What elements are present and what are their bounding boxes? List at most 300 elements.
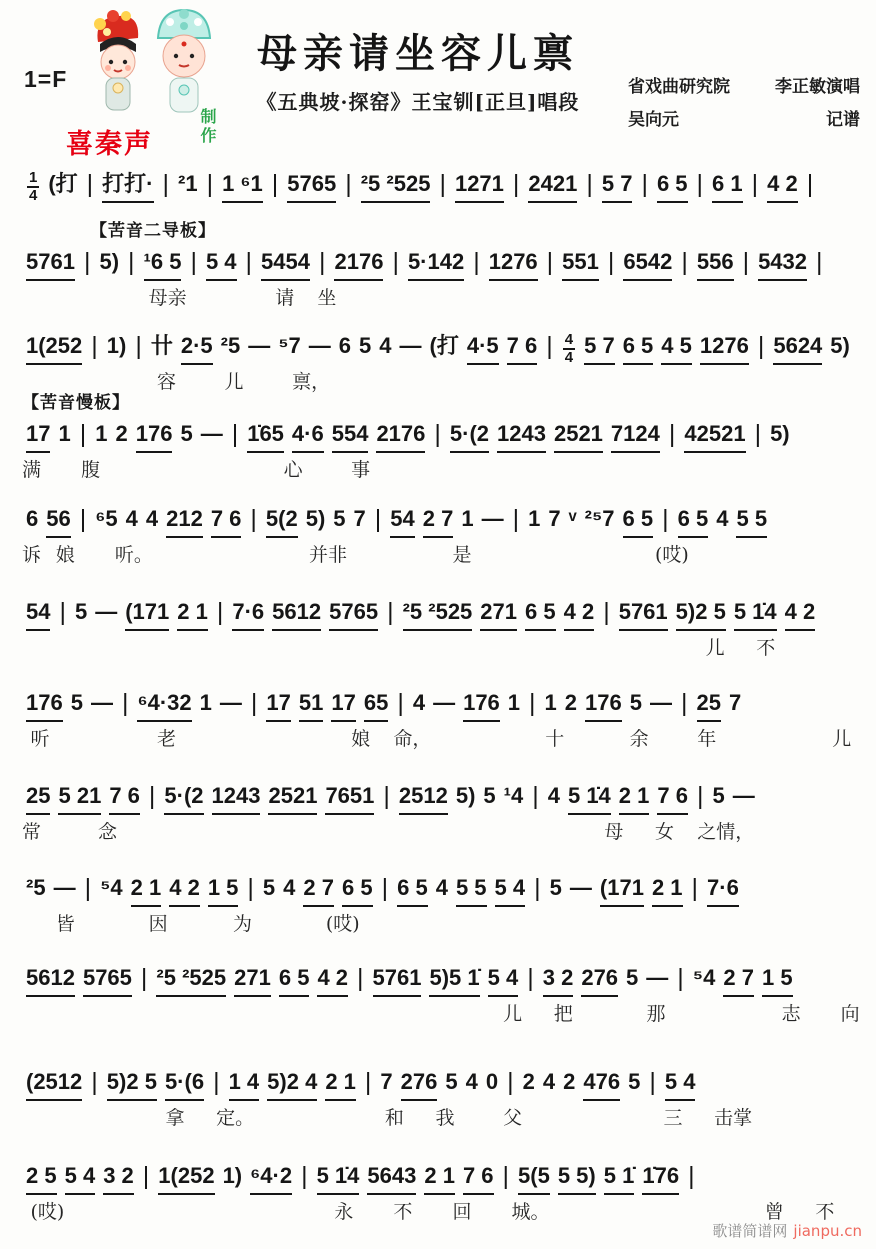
note-group: 2421	[528, 168, 577, 203]
note-group: 6 5	[397, 872, 428, 907]
lyrics-line	[22, 1103, 866, 1129]
lyric-syllable: 心	[283, 459, 303, 481]
note-group: 2·5	[181, 330, 213, 365]
note-group: 17	[331, 687, 355, 722]
note-group: 51	[299, 687, 323, 722]
lyric-syllable: 并非	[308, 544, 347, 566]
note-group: 4	[283, 875, 296, 900]
lyric-syllable: 请	[275, 287, 295, 309]
barline: |	[206, 170, 214, 198]
note-group: 5 7	[602, 168, 633, 203]
note-group: 556	[697, 246, 734, 281]
note-group: 2 1	[652, 872, 683, 907]
note-group: —	[481, 506, 504, 531]
note-group: 5·(6	[165, 1066, 204, 1101]
note-group: 2 5	[26, 1160, 57, 1195]
barline: |	[387, 598, 394, 626]
note-group: 1 4	[229, 1066, 260, 1101]
lyric-syllable: 和	[384, 1107, 404, 1129]
note-group: 7	[380, 1069, 393, 1094]
barline: |	[751, 170, 759, 198]
note-group: 4 2	[317, 962, 348, 997]
notation-line	[22, 596, 866, 631]
note-group: 5	[629, 690, 643, 715]
note-group: 5 7	[584, 330, 615, 365]
lyric-syllable: 定。	[216, 1107, 255, 1129]
note-group: —	[399, 333, 422, 358]
note-group: 4	[547, 783, 560, 808]
notation-line	[22, 330, 866, 367]
lyric-syllable: 我	[435, 1107, 455, 1129]
note-group: 6 5	[623, 330, 654, 365]
note-group: 5454	[261, 246, 310, 281]
note-group: 1(252	[26, 330, 82, 365]
note-group: ²⁵7	[584, 506, 615, 531]
note-group: 1	[461, 506, 474, 531]
score-line	[22, 221, 866, 326]
note-group: 5)	[455, 783, 476, 808]
logo-studio-name: 喜秦声	[66, 129, 153, 160]
note-group: 5765	[83, 962, 132, 997]
note-group: 4	[145, 506, 159, 531]
barline: |	[806, 170, 814, 198]
barline: |	[142, 1162, 150, 1190]
note-group: 5612	[26, 962, 75, 997]
note-group: 1 5	[762, 962, 793, 997]
note-group: 4 2	[785, 596, 816, 631]
barline: |	[754, 420, 762, 448]
logo-made-by: 制作	[198, 108, 217, 146]
note-group: 4·5	[467, 330, 499, 365]
note-group: 176	[26, 687, 63, 722]
barline: |	[216, 598, 224, 626]
barline: |	[641, 170, 648, 198]
note-group: 5	[70, 690, 83, 715]
note-group: 5643	[367, 1160, 416, 1195]
note-group: 2521	[268, 780, 317, 815]
lyrics-line	[22, 999, 866, 1025]
note-group: (2512	[26, 1066, 82, 1101]
note-group: 5 1̇4	[734, 596, 777, 631]
lyric-syllable: 坐	[317, 287, 337, 309]
barline: |	[662, 505, 669, 533]
note-group: 2	[115, 421, 128, 446]
note-group: 42521	[684, 418, 745, 453]
note-group: ᵛ	[568, 506, 577, 531]
note-group: 476	[583, 1066, 620, 1101]
note-group: 5 1̇4	[317, 1160, 360, 1195]
note-group: 6542	[623, 246, 672, 281]
note-group: 1	[58, 421, 71, 446]
note-group: 5 21	[58, 780, 101, 815]
note-group: 4 2	[564, 596, 595, 631]
notation-line	[22, 503, 866, 538]
note-group: 7 6	[507, 330, 538, 365]
barline: |	[512, 170, 520, 198]
barline: |	[691, 874, 699, 902]
note-group: 5)2 4	[267, 1066, 317, 1101]
note-group: ⁵7	[278, 333, 301, 358]
lyric-syllable: 念	[97, 821, 117, 843]
lyric-syllable: 母	[604, 821, 624, 843]
note-group: 54	[390, 503, 414, 538]
note-group: 2	[564, 690, 578, 715]
note-group: 6 5	[342, 872, 373, 907]
note-group: 2176	[334, 246, 383, 281]
barline: |	[392, 248, 399, 276]
barline: |	[507, 1068, 514, 1096]
note-group: ⁶5	[95, 506, 118, 531]
note-group: ¹4	[503, 783, 524, 808]
note-group: 3 2	[103, 1160, 134, 1195]
note-group: 5 4	[488, 962, 519, 997]
note-group: —	[732, 783, 755, 808]
notation-line	[22, 1066, 866, 1101]
lyric-syllable: 常	[22, 821, 42, 843]
note-group: 7 6	[463, 1160, 494, 1195]
note-group: 2 1	[619, 780, 650, 815]
barline: |	[434, 420, 441, 448]
lyric-syllable: 禀，	[292, 371, 331, 393]
note-group: 176	[463, 687, 500, 722]
meter-signature: $\frac{4}{4}$	[564, 330, 574, 366]
note-group: 1	[507, 690, 521, 715]
note-group: 5	[74, 599, 88, 624]
lyric-syllable: 娘	[351, 728, 371, 750]
barline: |	[91, 1068, 98, 1096]
lyric-syllable: 志	[781, 1003, 801, 1025]
score-line	[22, 503, 866, 583]
lyric-syllable: 因	[148, 913, 168, 935]
note-group: ⁵4	[692, 965, 716, 990]
note-group: 1̇76	[642, 1160, 679, 1195]
score-line	[22, 872, 866, 952]
barline: |	[677, 964, 684, 992]
lyric-syllable: 娘	[55, 544, 75, 566]
lyrics-line	[22, 455, 866, 481]
barline: |	[128, 248, 135, 276]
note-group: 5 5)	[558, 1160, 596, 1195]
note-group: 212	[166, 503, 203, 538]
note-group: ²5	[220, 333, 241, 358]
note-group: 4	[716, 506, 729, 531]
lyrics-line	[22, 283, 866, 309]
note-group: —	[433, 690, 456, 715]
note-group: 5)	[830, 333, 850, 358]
barline: |	[86, 170, 94, 198]
lyric-syllable: 儿	[224, 371, 244, 393]
note-group: 2 1	[424, 1160, 455, 1195]
barline: |	[250, 505, 257, 533]
note-group: 5	[549, 875, 562, 900]
note-group: 25	[26, 780, 50, 815]
note-group: 5(2	[266, 503, 298, 538]
score-line	[22, 687, 866, 767]
barline: |	[688, 1162, 695, 1190]
score-line	[22, 393, 866, 498]
barline: |	[473, 248, 480, 276]
note-group: 5 4	[65, 1160, 96, 1195]
note-group: 1243	[212, 780, 261, 815]
note-group: 6 5	[279, 962, 310, 997]
barline: |	[374, 505, 382, 533]
barline: |	[121, 689, 129, 717]
note-group: 5761	[373, 962, 422, 997]
note-group: 4·6	[292, 418, 324, 453]
note-group: 3 2	[543, 962, 574, 997]
barline: |	[135, 332, 142, 360]
note-group: 6	[26, 506, 39, 531]
barline: |	[250, 689, 258, 717]
note-group: 5)	[99, 249, 120, 274]
note-group: 7	[729, 690, 742, 715]
note-group: 6 5	[525, 596, 556, 631]
lyric-syllable: 年	[697, 728, 717, 750]
barline: |	[383, 782, 390, 810]
note-group: 4	[435, 875, 448, 900]
note-group: 1 ⁶1	[222, 168, 263, 203]
note-group: —	[248, 333, 271, 358]
note-group: 2521	[554, 418, 603, 453]
note-group: 54	[26, 596, 50, 631]
note-group: ¹6 5	[144, 246, 182, 281]
note-group: 5 5	[736, 503, 767, 538]
lyric-syllable: 儿	[503, 1003, 523, 1025]
note-group: ²5 ²525	[361, 168, 431, 203]
note-group: (171	[125, 596, 169, 631]
note-group: 4 2	[767, 168, 798, 203]
note-group: 4	[412, 690, 426, 715]
lyric-syllable: 不	[756, 637, 776, 659]
note-group: 2 7	[423, 503, 454, 538]
note-group: 4	[465, 1069, 478, 1094]
note-group: 5)2 5	[676, 596, 726, 631]
barline: |	[586, 170, 593, 198]
lyric-syllable: 满	[22, 459, 42, 481]
note-group: 5	[262, 875, 276, 900]
note-group: ⁶4·32	[137, 687, 191, 722]
barline: |	[649, 1068, 656, 1096]
credit-organization: 省戏曲研究院	[628, 77, 730, 97]
lyric-syllable: 永	[334, 1201, 354, 1223]
barline: |	[79, 420, 87, 448]
note-group: 17	[266, 687, 290, 722]
note-group: 1	[95, 421, 108, 446]
barline: |	[162, 170, 169, 198]
lyrics-line	[22, 909, 866, 935]
note-group: 1(252	[158, 1160, 214, 1195]
note-group: 2	[563, 1069, 576, 1094]
lyric-syllable: (哎)	[325, 913, 360, 935]
song-title: 母亲请坐容儿禀	[257, 30, 579, 77]
note-group: 65	[364, 687, 388, 722]
credit-transcriber: 吴向元	[628, 110, 679, 130]
note-group: 5·(2	[164, 780, 203, 815]
note-group: 5	[445, 1069, 458, 1094]
note-group: (打	[48, 171, 78, 196]
barline: |	[742, 248, 750, 276]
note-group: 5 1̇	[604, 1160, 635, 1195]
lyric-syllable: 三	[663, 1107, 683, 1129]
lyrics-line	[22, 817, 866, 843]
note-group: ⁶4·2	[250, 1160, 292, 1195]
note-group: 5761	[619, 596, 668, 631]
note-group: 5765	[329, 596, 378, 631]
barline: |	[668, 420, 676, 448]
lyrics-line	[22, 540, 866, 566]
note-group: 7124	[611, 418, 660, 453]
note-group: 5	[626, 965, 639, 990]
notation-line	[22, 780, 866, 815]
note-group: 1)	[222, 1163, 243, 1188]
barline: |	[546, 248, 554, 276]
note-group: 2512	[399, 780, 448, 815]
barline: |	[231, 420, 239, 448]
barline: |	[357, 964, 364, 992]
note-group: —	[650, 690, 673, 715]
watermark-site-name: 歌谱简谱网	[712, 1222, 788, 1240]
lyric-syllable: 十	[545, 728, 565, 750]
note-group: 4	[379, 333, 392, 358]
lyric-syllable: 诉	[22, 544, 42, 566]
note-group: 5624	[773, 330, 822, 365]
note-group: 6	[338, 333, 352, 358]
note-group: ²5	[26, 875, 46, 900]
banshi-section-label: 【苦音二导板】	[90, 221, 216, 241]
note-group: 5	[483, 783, 496, 808]
barline: |	[502, 1162, 510, 1190]
credit-singer: 李正敏演唱	[775, 77, 860, 97]
lyric-syllable: 听	[30, 728, 50, 750]
score-line	[22, 596, 866, 676]
note-group: —	[219, 690, 242, 715]
barline: |	[59, 598, 66, 626]
barline: |	[439, 170, 446, 198]
note-group: 5	[628, 1069, 641, 1094]
barline: |	[364, 1068, 372, 1096]
note-group: 554	[332, 418, 369, 453]
lyric-syllable: 听。	[114, 544, 153, 566]
lyric-syllable: 父	[503, 1107, 523, 1129]
lyrics-line	[22, 367, 866, 393]
barline: |	[529, 689, 536, 717]
barline: |	[271, 170, 279, 198]
note-group: 5432	[758, 246, 807, 281]
barline: |	[681, 689, 688, 717]
note-group: (171	[600, 872, 644, 907]
lyric-syllable: 城。	[511, 1201, 550, 1223]
lyric-syllable: 回	[452, 1201, 472, 1223]
note-group: —	[200, 421, 223, 446]
lyric-syllable: 容	[157, 371, 177, 393]
note-group: 2 7	[723, 962, 754, 997]
note-group: 7	[548, 506, 561, 531]
note-group: 4 2	[169, 872, 200, 907]
song-subtitle: 《五典坡·探窑》王宝钏[正旦]唱段	[256, 90, 580, 114]
note-group: ²1	[178, 171, 198, 196]
note-group: 1	[199, 690, 212, 715]
watermark	[712, 1220, 862, 1241]
note-group: 551	[562, 246, 599, 281]
note-group: 4	[125, 506, 138, 531]
lyric-syllable: 儿	[832, 728, 852, 750]
barline: |	[84, 874, 92, 902]
note-group: 4	[542, 1069, 556, 1094]
key-signature: 1=F	[24, 66, 68, 92]
lyric-syllable: 不	[393, 1201, 413, 1223]
note-group: 5)	[305, 506, 326, 531]
note-group: —	[569, 875, 592, 900]
notation-line	[22, 168, 866, 205]
note-group: 5	[712, 783, 725, 808]
score-line	[22, 1066, 866, 1146]
note-group: 5·(2	[450, 418, 489, 453]
lyric-syllable: 余	[629, 728, 649, 750]
lyric-syllable: 那	[646, 1003, 666, 1025]
lyric-syllable: 母亲	[148, 287, 187, 309]
note-group: 5 4	[495, 872, 526, 907]
note-group: 6 5	[657, 168, 688, 203]
lyric-syllable: 击掌	[714, 1107, 753, 1129]
note-group: 1 5	[208, 872, 239, 907]
lyric-syllable: 腹	[81, 459, 101, 481]
note-group: 5 4	[665, 1066, 696, 1101]
lyric-syllable: 之情，	[697, 821, 755, 843]
note-group: 7	[353, 506, 366, 531]
barline: |	[532, 782, 539, 810]
note-group: 5(5	[518, 1160, 550, 1195]
lyric-syllable: 女	[655, 821, 675, 843]
barline: |	[148, 782, 156, 810]
note-group: 5)5 1̇	[429, 962, 479, 997]
note-group: 56	[46, 503, 70, 538]
note-group: 276	[401, 1066, 438, 1101]
score-line	[22, 330, 866, 410]
note-group: 6 1	[712, 168, 743, 203]
barline: |	[696, 170, 704, 198]
note-group: 5	[333, 506, 346, 531]
note-group: 276	[581, 962, 618, 997]
note-group: 25	[697, 687, 721, 722]
lyric-syllable: 为	[233, 913, 253, 935]
lyric-syllable: 曾	[764, 1201, 784, 1223]
note-group: 2	[522, 1069, 535, 1094]
note-group: 7651	[325, 780, 374, 815]
note-group: 5612	[272, 596, 321, 631]
lyric-syllable: 老	[157, 728, 177, 750]
note-group: 5 5	[456, 872, 487, 907]
lyric-syllable: 拿	[165, 1107, 185, 1129]
barline: |	[318, 248, 326, 276]
barline: |	[757, 332, 765, 360]
note-group: 5·142	[408, 246, 464, 281]
note-group: 5	[359, 333, 372, 358]
lyric-syllable: 是	[452, 544, 472, 566]
note-group: 271	[480, 596, 517, 631]
barline: |	[527, 964, 534, 992]
barline: |	[245, 248, 253, 276]
note-group: 7·6	[232, 596, 264, 631]
note-group: 卄	[150, 333, 173, 358]
barline: |	[681, 248, 688, 276]
barline: |	[79, 505, 87, 533]
note-group: 6 5	[623, 503, 654, 538]
lyric-syllable: 不	[815, 1201, 835, 1223]
barline: |	[381, 874, 389, 902]
note-group: (打	[429, 333, 459, 358]
barline: |	[512, 505, 520, 533]
lyric-syllable: 儿	[705, 637, 725, 659]
